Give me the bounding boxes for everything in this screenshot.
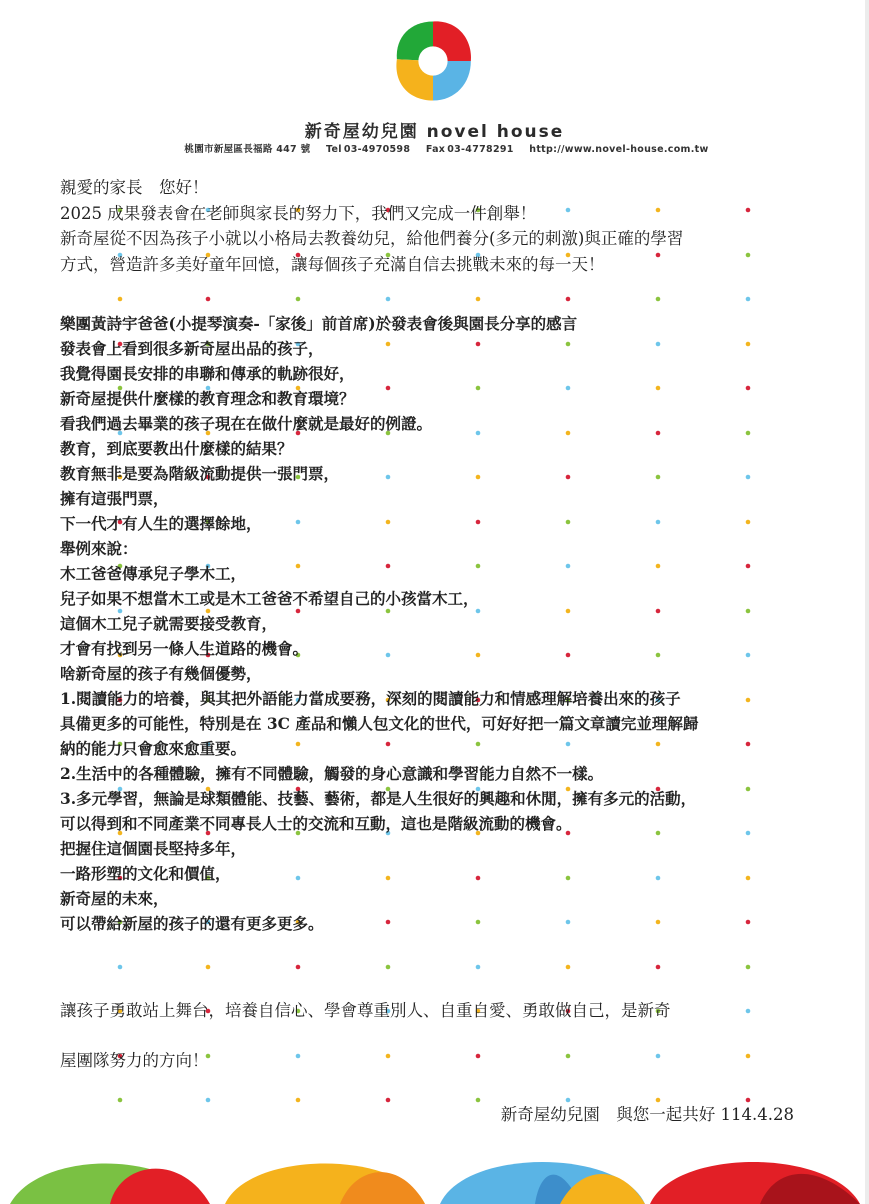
essay-line: 新奇屋的未來， <box>60 889 169 908</box>
decor-dot <box>118 1098 123 1103</box>
decor-dot <box>746 920 751 925</box>
brand-name: 新奇屋幼兒園 novel house <box>304 122 565 142</box>
decor-dot <box>296 965 301 970</box>
essay-line: 下一代才有人生的選擇餘地， <box>60 514 262 533</box>
decor-dot <box>746 653 751 658</box>
decor-dot <box>296 1098 301 1103</box>
decor-dot <box>386 297 391 302</box>
closing-line-2 <box>60 1048 209 1074</box>
decor-dot <box>746 520 751 525</box>
decor-dot <box>386 1054 391 1059</box>
closing-text-2: 屋團隊努力的方向！ <box>60 1051 209 1070</box>
essay-line: 把握住這個園長堅持多年， <box>60 839 247 858</box>
decor-dot <box>206 1098 211 1103</box>
decor-dot <box>206 297 211 302</box>
essay-line: 3.多元學習，無論是球類體能、技藝、藝術，都是人生很好的興趣和休閒，擁有多元的活動， <box>60 789 697 808</box>
novel-house-logo <box>390 18 476 104</box>
decor-dot <box>746 742 751 747</box>
decor-dot <box>566 965 571 970</box>
essay-line: 發表會上看到很多新奇屋出品的孩子， <box>60 339 324 358</box>
decor-dot <box>296 297 301 302</box>
decor-dot <box>746 208 751 213</box>
fax-group <box>426 144 514 155</box>
intro-line: 新奇屋從不因為孩子小就以小格局去教養幼兒，給他們養分(多元的刺激)與正確的學習 <box>60 229 684 248</box>
essay-line: 可以帶給新屋的孩子的還有更多更多。 <box>60 914 324 933</box>
essay-line: 看我們過去畢業的孩子現在在做什麼就是最好的例證。 <box>60 414 433 433</box>
essay-line: 兒子如果不想當木工或是木工爸爸不希望自己的小孩當木工， <box>60 589 479 608</box>
decor-dot <box>746 431 751 436</box>
decor-dot <box>746 342 751 347</box>
decor-dot <box>746 253 751 258</box>
decor-dot <box>476 297 481 302</box>
decor-dot <box>746 1009 751 1014</box>
decor-dot <box>476 965 481 970</box>
address: 桃園市新屋區長福路 447 號 <box>184 144 311 155</box>
essay-line: 2.生活中的各種體驗，擁有不同體驗，觸發的身心意識和學習能力自然不一樣。 <box>60 764 604 783</box>
decor-dot <box>656 1054 661 1059</box>
decor-dot <box>746 297 751 302</box>
decor-dot <box>746 787 751 792</box>
essay-line: 教育，到底要教出什麼樣的結果？ <box>60 439 293 458</box>
essay-line: 才會有找到另一條人生道路的機會。 <box>60 639 309 658</box>
decor-dot <box>296 1054 301 1059</box>
contact-line <box>0 141 869 155</box>
essay-line: 可以得到和不同產業不同專長人士的交流和互動，這也是階級流動的機會。 <box>60 814 572 833</box>
essay-line: 樂團黃詩宇爸爸(小提琴演奏-「家後」前首席)於發表會後與園長分享的感言 <box>60 314 578 333</box>
tel-label: Tel <box>325 144 342 155</box>
essay-line: 擁有這張門票， <box>60 489 169 508</box>
signature: 新奇屋幼兒園 與您一起共好 114.4.28 <box>500 1105 794 1124</box>
decor-dot <box>746 564 751 569</box>
tel-group <box>326 144 410 155</box>
essay-line: 啥新奇屋的孩子有幾個優勢， <box>60 664 262 683</box>
decor-dot <box>746 386 751 391</box>
decor-dot <box>746 831 751 836</box>
decor-dot <box>118 297 123 302</box>
intro-line: 方式，營造許多美好童年回憶，讓每個孩子充滿自信去挑戰未來的每一天！ <box>60 254 605 274</box>
decor-dot <box>746 475 751 480</box>
fax-number: 03-4778291 <box>447 144 514 155</box>
essay-line: 木工爸爸傳承兒子學木工， <box>60 564 247 583</box>
essay-line: 這個木工兒子就需要接受教育， <box>60 614 278 633</box>
decor-dot <box>476 1054 481 1059</box>
decor-dot <box>656 965 661 970</box>
decor-dot <box>386 1098 391 1103</box>
decor-dot <box>566 1054 571 1059</box>
website: http://www.novel-house.com.tw <box>529 144 709 155</box>
essay-line: 教育無非是要為階級流動提供一張門票， <box>60 464 340 483</box>
closing-text-1: 讓孩子勇敢站上舞台，培養自信心、學會尊重別人、自重自愛、勇敢做自己，是新奇 <box>60 1001 671 1020</box>
decor-dot <box>656 297 661 302</box>
essay-line: 一路形塑的文化和價值， <box>60 864 231 883</box>
decor-dot <box>746 876 751 881</box>
essay-line: 納的能力只會愈來愈重要。 <box>60 739 247 758</box>
fax-label: Fax <box>425 144 446 155</box>
intro-line: 親愛的家長 您好！ <box>60 178 209 197</box>
logo-center <box>418 46 447 75</box>
decor-dot <box>746 1054 751 1059</box>
intro-paragraph <box>60 175 683 277</box>
decor-dot <box>476 1098 481 1103</box>
decor-dot <box>206 965 211 970</box>
intro-line: 2025 成果發表會在老師與家長的努力下，我們又完成一件創舉！ <box>60 203 537 223</box>
essay-line: 我覺得園長安排的串聯和傳承的軌跡很好， <box>60 364 355 383</box>
decor-dot <box>118 965 123 970</box>
tel-number: 03-4970598 <box>343 144 411 155</box>
closing-line-1 <box>60 998 671 1024</box>
essay-line: 新奇屋提供什麼樣的教育理念和教育環境？ <box>60 389 355 408</box>
essay-line: 1.閱讀能力的培養，與其把外語能力當成要務，深刻的閱讀能力和情感理解培養出來的孩子 <box>60 689 681 708</box>
footer-decoration <box>0 1140 869 1204</box>
essay-line: 具備更多的可能性，特別是在 3C 產品和懶人包文化的世代，可好好把一篇文章讀完並理解歸 <box>60 714 699 733</box>
essay-section <box>60 311 698 936</box>
essay-line: 舉例來說： <box>60 539 138 558</box>
decor-dot <box>386 965 391 970</box>
decor-dot <box>746 698 751 703</box>
decor-dot <box>746 965 751 970</box>
decor-dot <box>746 609 751 614</box>
decor-dot <box>566 297 571 302</box>
